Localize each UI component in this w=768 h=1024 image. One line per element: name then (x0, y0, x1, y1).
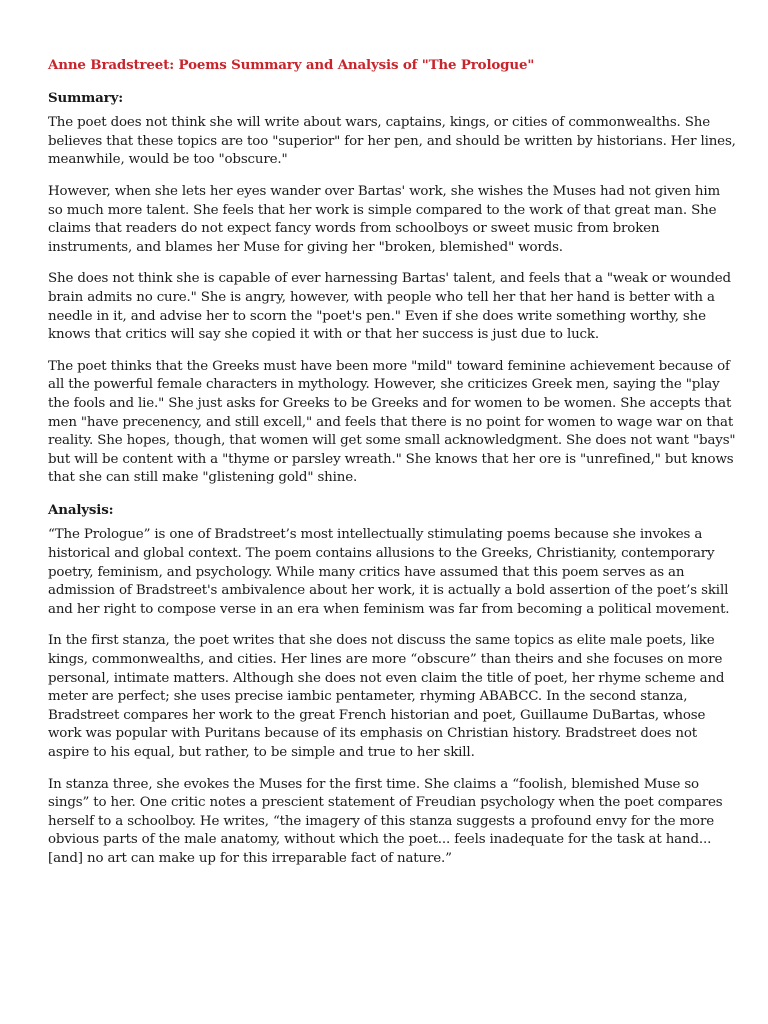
summary-paragraph-4: The poet thinks that the Greeks must have been more "mild" toward feminine achievement because of all the powerful female characters in mythology. However, she criticizes Greek men, saying the "play the fools and lie." She just asks for Greeks to be Greeks and for women to be women. She accepts that men "have precenency, and still excell," and feels that there is no point for women to wage war on that reality. She hopes, though, that women will get some small acknowledgment. She does not want "bays" but will be content with a "thyme or parsley wreath." She knows that her ore is "unrefined," but knows that she can still make "glistening gold" shine. (48, 358, 736, 486)
document-title: Anne Bradstreet: Poems Summary and Analysis of "The Prologue" (48, 57, 535, 73)
analysis-paragraph-2: In the first stanza, the poet writes that she does not discuss the same topics as elite male poets, like kings, commonwealths, and cities. Her lines are more “obscure” than theirs and she focuses on more personal, intimate matters. Although she does not even claim the title of poet, her rhyme scheme and meter are perfect; she uses precise iambic pentameter, rhyming ABABCC. In the second stanza, Bradstreet compares her work to the great French historian and poet, Guillaume DuBartas, whose work was popular with Puritans because of its emphasis on Christian history. Bradstreet does not aspire to his equal, but rather, to be simple and true to her skill. (48, 633, 725, 760)
analysis-paragraph-3: In stanza three, she evokes the Muses for the first time. She claims a “foolish, blemished Muse so sings” to her. One critic notes a prescient statement of Freudian psychology when the poet compares herself to a schoolboy. He writes, “the imagery of this stanza suggests a profound envy for the more obvious parts of the male anatomy, without which the poet... feels inadequate for the task at hand... [and] no art can make up for this irreparable fact of nature.” (48, 776, 723, 866)
summary-paragraph-1: The poet does not think she will write about wars, captains, kings, or cities of commonwealths. She believes that these topics are too "superior" for her pen, and should be written by historians. Her lines, meanwhile, would be too "obscure." (48, 115, 736, 168)
summary-paragraph-3: She does not think she is capable of ever harnessing Bartas' talent, and feels that a "weak or wounded brain admits no cure." She is angry, however, with people who tell her that her hand is better with a needle in it, and advise her to scorn the "poet's pen." Even if she does write something worthy, she knows that critics will say she copied it with or that her success is just due to luck. (48, 271, 731, 343)
document-page (48, 56, 738, 882)
summary-paragraph-2: However, when she lets her eyes wander over Bartas' work, she wishes the Muses had not given him so much more talent. She feels that her work is simple compared to the work of that great man. She claims that readers do not expect fancy words from schoolboys or sweet music from broken instruments, and blames her Muse for giving her "broken, blemished" words. (48, 183, 721, 255)
analysis-heading: Analysis: (48, 501, 114, 518)
summary-heading: Summary: (48, 89, 123, 106)
analysis-paragraph-1: “The Prologue” is one of Bradstreet’s most intellectually stimulating poems because she invokes a historical and global context. The poem contains allusions to the Greeks, Christianity, contemporary poetry, feminism, and psychology. While many critics have assumed that this poem serves as an admission of Bradstreet's ambivalence about her work, it is actually a bold assertion of the poet’s skill and her right to compose verse in an era when feminism was far from becoming a political movement. (48, 527, 730, 617)
